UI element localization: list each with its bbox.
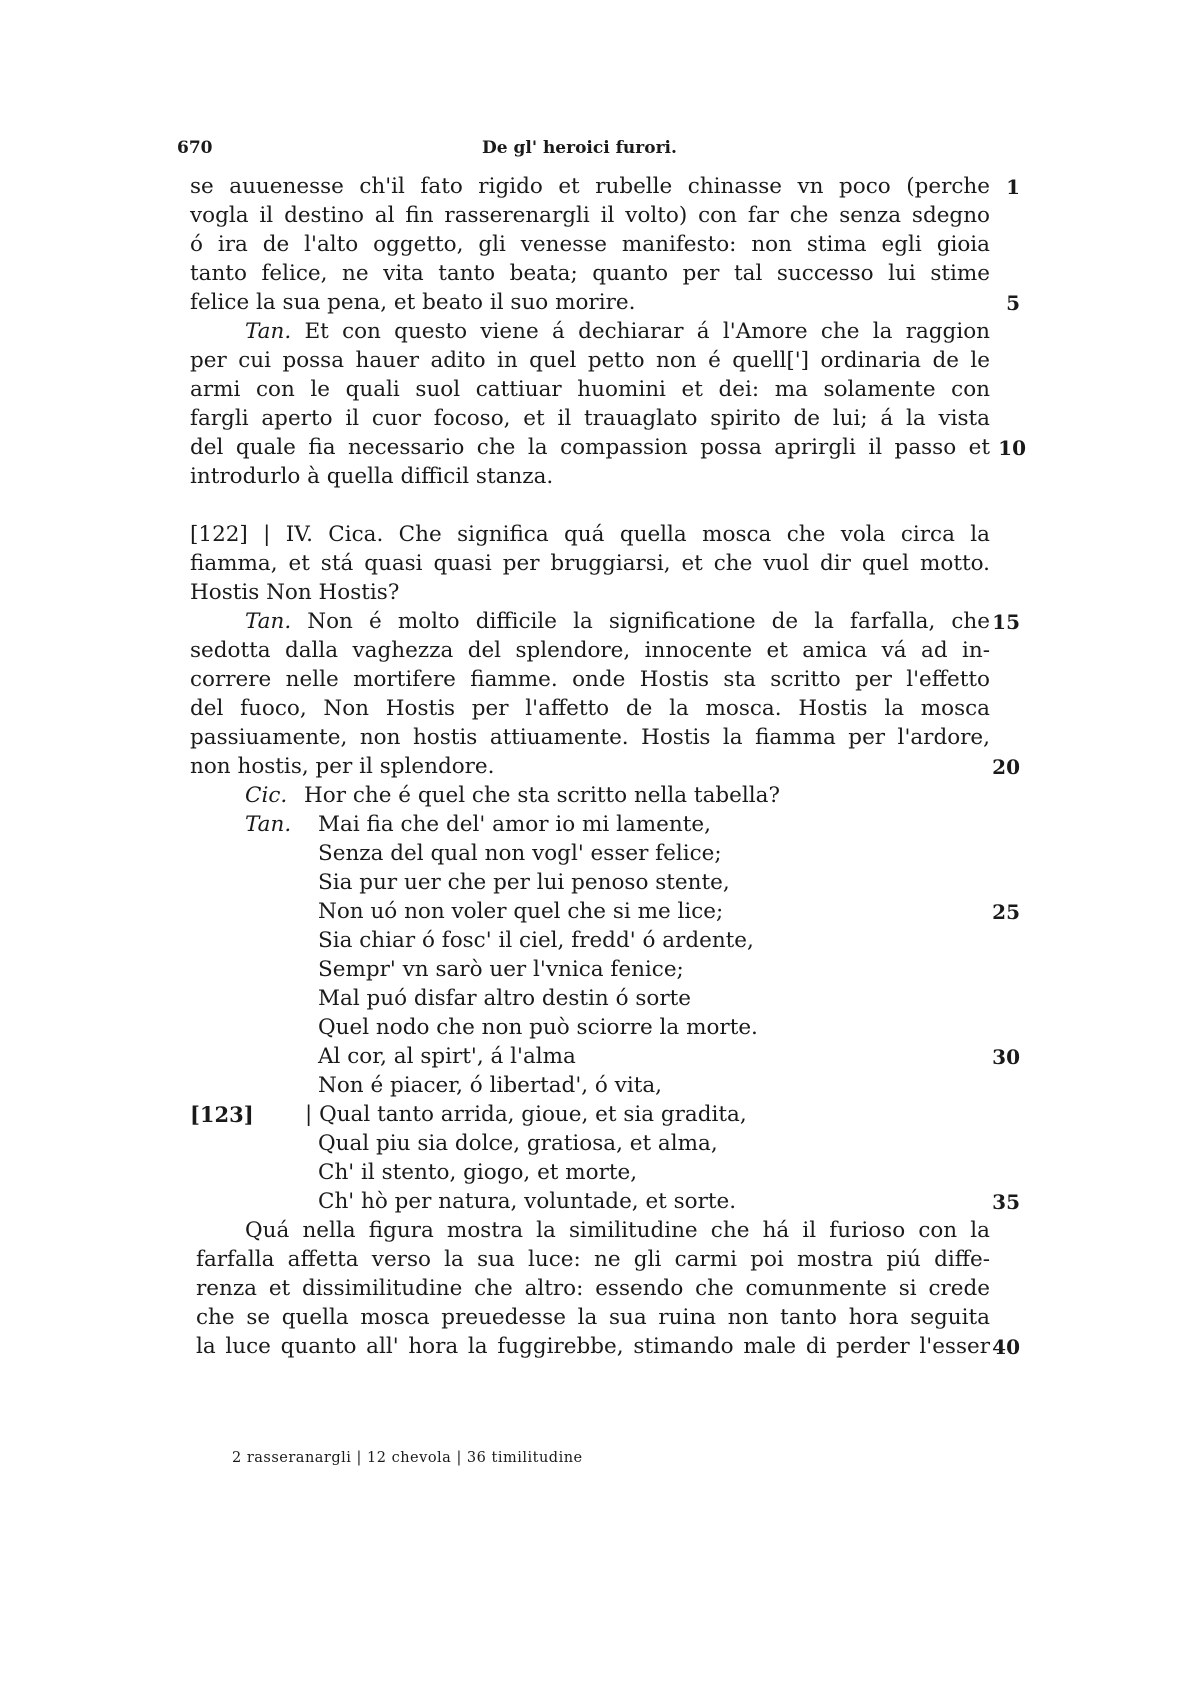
text-line: del quale fia necessario che la compassion possa aprirgli il passo et [190,435,990,460]
text-line: sedotta dalla vaghezza del splendore, innocente et amica vá ad in- [190,638,990,663]
line-number: 20 [992,755,1020,779]
verse-line: Sia chiar ó fosc' il ciel, fredd' ó ardente, [318,928,754,953]
line-number: 15 [992,610,1020,634]
text-line: per cui possa hauer adito in quel petto non é quell['] ordinaria de le [190,348,990,373]
running-title: De gl' heroici furori. [482,138,677,158]
text-line: del fuoco, Non Hostis per l'affetto de la mosca. Hostis la mosca [190,696,990,721]
speaker-label: Cic. [245,783,288,808]
line-number: 40 [992,1335,1020,1359]
text-line: fargli aperto il cuor focoso, et il trauaglato spirito de lui; á la vista [190,406,990,431]
line-number: 10 [998,436,1026,460]
line-number: 25 [992,900,1020,924]
speech-text: Non é molto difficile la significatione de la farfalla, che [307,609,990,634]
text-line: introdurlo à quella difficil stanza. [190,464,554,489]
verse-line: | Qual tanto arrida, gioue, et sia gradita, [305,1102,747,1127]
verse-line: Mai fia che del' amor io mi lamente, [318,812,711,837]
speech-line [245,317,990,347]
speaker-label: Tan. [245,812,292,837]
verse-line: Sempr' vn sarò uer l'vnica fenice; [318,957,684,982]
text-line: fiamma, et stá quasi quasi per bruggiarsi, et che vuol dir quel motto. [190,551,990,576]
text-line: ó ira de l'alto oggetto, gli venesse manifesto: non stima egli gioia [190,232,990,257]
text-line: Hostis Non Hostis? [190,580,400,605]
text-line: [122] | IV. Cica. Che significa quá quella mosca che vola circa la [190,522,990,547]
text-line: vogla il destino al fin rasserenargli il volto) con far che senza sdegno [190,203,990,228]
verse-line: Quel nodo che non può sciorre la morte. [318,1015,758,1040]
line-number: 35 [992,1190,1020,1214]
text-line: farfalla affetta verso la sua luce: ne gli carmi poi mostra piú diffe- [196,1247,990,1272]
verse-line: Ch' hò per natura, voluntade, et sorte. [318,1189,737,1214]
verse-line: Non é piacer, ó libertad', ó vita, [318,1073,662,1098]
running-head [0,138,1189,168]
line-number: 1 [1006,175,1020,199]
verse-line: Qual piu sia dolce, gratiosa, et alma, [318,1131,718,1156]
verse-line: Al cor, al spirt', á l'alma [318,1044,576,1069]
page-number: 670 [177,138,213,158]
speech-text: Hor che é quel che sta scritto nella tabella? [304,783,780,808]
text-line: armi con le quali suol cattiuar huomini et dei: ma solamente con [190,377,990,402]
speech-text: Et con questo viene á dechiarar á l'Amore che la raggion [304,319,990,344]
speaker-label: Tan. [245,609,292,634]
text-line: se auuenesse ch'il fato rigido et rubelle chinasse vn poco (perche [190,174,990,199]
line-number: 5 [1006,291,1020,315]
footnote-apparatus: 2 rasseranargli | 12 chevola | 36 timilitudine [232,1450,583,1466]
line-number: 30 [992,1045,1020,1069]
verse-line: Sia pur uer che per lui penoso stente, [318,870,730,895]
text-line: renza et dissimilitudine che altro: essendo che comunmente si crede [196,1276,990,1301]
verse-line: Non uó non voler quel che si me lice; [318,899,724,924]
text-line: che se quella mosca preuedesse la sua ruina non tanto hora seguita [196,1305,990,1330]
page-marker: [123] [190,1102,254,1127]
text-line: tanto felice, ne vita tanto beata; quanto per tal successo lui stime [190,261,990,286]
speech-line [245,607,990,637]
verse-line: Ch' il stento, giogo, et morte, [318,1160,638,1185]
speech-line [245,781,1045,811]
text-line: correre nelle mortifere fiamme. onde Hostis sta scritto per l'effetto [190,667,990,692]
text-line: felice la sua pena, et beato il suo morire. [190,290,636,315]
speaker-label: Tan. [245,319,292,344]
verse-line: Mal puó disfar altro destin ó sorte [318,986,691,1011]
text-line: la luce quanto all' hora la fuggirebbe, stimando male di perder l'esser [196,1334,990,1359]
text-line: passiuamente, non hostis attiuamente. Hostis la fiamma per l'ardore, [190,725,990,750]
text-line: Quá nella figura mostra la similitudine che há il furioso con la [245,1218,990,1243]
verse-line: Senza del qual non vogl' esser felice; [318,841,722,866]
text-line: non hostis, per il splendore. [190,754,495,779]
